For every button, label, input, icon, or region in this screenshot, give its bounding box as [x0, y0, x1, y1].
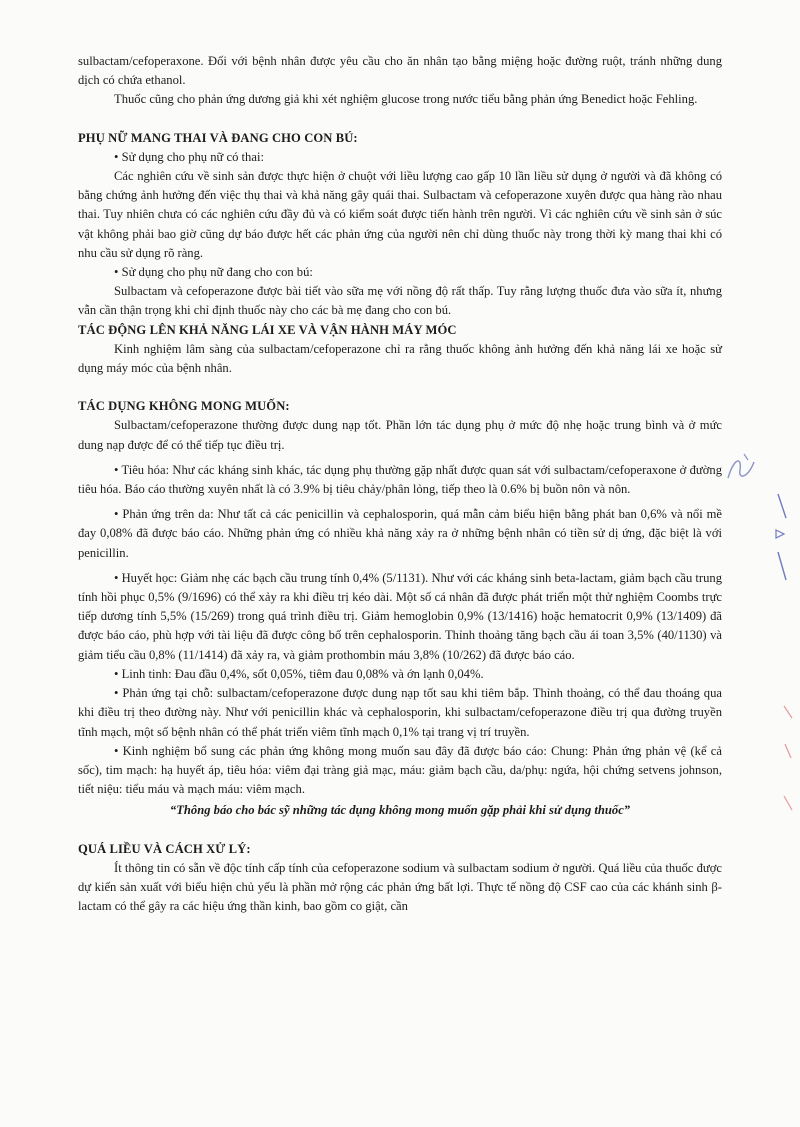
bullet-additional-experience: • Kinh nghiệm bổ sung các phản ứng không mong muốn sau đây đã được báo cáo: Chung: Phản ứng phản vệ (kể cả sốc), tim mạch: hạ huyết áp, tiêu hóa: viêm đại tràng giả mạc, máu: giảm bạch cầu, da/phụ: ngứa, hội chứng setvens johnson, tiết niệu: tiểu máu và mạch máu: viêm mạch.	[78, 742, 722, 800]
intro-paragraph: sulbactam/cefoperaxone. Đối với bệnh nhân được yêu cầu cho ăn nhân tạo bằng miệng hoặc đường ruột, tránh những dung dịch có chứa ethanol.	[78, 54, 722, 88]
margin-red-marks	[780, 700, 798, 840]
bullet-miscellaneous: • Linh tinh: Đau đầu 0,4%, sốt 0,05%, tiêm đau 0,08% và ớn lạnh 0,04%.	[78, 665, 722, 684]
section-heading-pregnancy: PHỤ NỮ MANG THAI VÀ ĐANG CHO CON BÚ:	[78, 130, 358, 145]
margin-stamp-mark	[770, 490, 794, 600]
paragraph-overdose: Ít thông tin có sẵn về độc tính cấp tính của cefoperazone sodium và sulbactam sodium ở người. Quá liều của thuốc được dự kiến sản xuất với biểu hiện chủ yếu là phần mở rộng các phản ứng bất lợi. Thực tế nồng độ CSF cao của các khánh sinh β-lactam có thể gây ra các hiệu ứng thần kinh, bao gồm co giật, cần	[78, 860, 722, 914]
warning-notice: “Thông báo cho bác sỹ những tác dụng không mong muốn gặp phải khi sử dụng thuốc”	[169, 803, 631, 818]
bullet-hematology: • Huyết học: Giảm nhẹ các bạch cầu trung tính 0,4% (5/1131). Như với các kháng sinh beta-lactam, giảm bạch cầu trung tính hồi phục 0,5% (9/1696) có thể xảy ra khi điều trị kéo dài. Một số cá nhân đã được phát triển một thử nghiệm Coombs trực tiếp dương tính 5,5% (15/269) trong quá trình điều trị. Giảm hemoglobin 0,9% (13/1416) hoặc hematocrit 0,9% (13/1409) đã được báo cáo, phù hợp với tài liệu đã được công bố trên cephalosporin. Thỉnh thoảng tăng bạch cầu ái toan 3,5% (40/1130) và giảm tiểu cầu 0,8% (11/1414) đã xảy ra, và giảm prothombin máu 3,8% (10/262) đã được báo cáo.	[78, 569, 722, 665]
bullet-pregnant-use: • Sử dụng cho phụ nữ có thai:	[78, 148, 722, 167]
paragraph-pregnant-studies: Các nghiên cứu về sinh sản được thực hiện ở chuột với liều lượng cao gấp 10 lần liều sử dụng ở người và đã không có bằng chứng ảnh hưởng đến việc thụ thai và khả năng gây quái thai. Sulbactam và cefoperazone xuyên được qua hàng rào nhau thai. Tuy nhiên chưa có các nghiên cứu đầy đủ và có kiểm soát được tiến hành trên người. Vì các nghiên cứu về sinh sản ở súc vật không phải bao giờ cũng dự báo được hết các phản ứng của người nên chỉ dùng thuốc này trong thời kỳ mang thai khi có nhu cầu sử dụng rõ ràng.	[78, 169, 722, 260]
section-heading-driving: TÁC ĐỘNG LÊN KHẢ NĂNG LÁI XE VÀ VẬN HÀNH MÁY MÓC	[78, 322, 457, 337]
section-heading-overdose: QUÁ LIỀU VÀ CÁCH XỬ LÝ:	[78, 841, 251, 856]
bullet-local-reactions: • Phản ứng tại chỗ: sulbactam/cefoperazone được dung nạp tốt sau khi tiêm bắp. Thỉnh thoảng, có thể đau thoáng qua khi điều trị theo đường này. Như với penicillin khác và cephalosporin, khi sulbactam/cefoperazone điều trị qua đường truyền tĩnh mạch, một số bệnh nhân có thể phát triển viêm tĩnh mạch 0,1% tại trang vị trí truyền.	[78, 684, 722, 742]
bullet-breastfeeding-use: • Sử dụng cho phụ nữ đang cho con bú:	[78, 263, 722, 282]
intro-paragraph-glucose: Thuốc cũng cho phản ứng dương giả khi xét nghiệm glucose trong nước tiểu bằng phản ứng Benedict hoặc Fehling.	[114, 92, 698, 107]
paragraph-adverse-intro: Sulbactam/cefoperazone thường được dung nạp tốt. Phần lớn tác dụng phụ ở mức độ nhẹ hoặc trung bình và ở mức dung nạp được để có thể tiếp tục điều trị.	[78, 418, 722, 452]
handwritten-initial-mark	[722, 448, 762, 488]
document-page	[78, 52, 722, 916]
section-heading-adverse-effects: TÁC DỤNG KHÔNG MONG MUỐN:	[78, 399, 290, 414]
bullet-skin-reactions: • Phản ứng trên da: Như tất cả các penicillin và cephalosporin, quá mẫn cảm biểu hiện bằng phát ban 0,6% và nổi mề đay 0,08% đã được báo cáo. Những phản ứng có nhiều khả năng xảy ra ở những bệnh nhân có tiền sử dị ứng, đặc biệt là với penicillin.	[78, 505, 722, 563]
bullet-digestive: • Tiêu hóa: Như các kháng sinh khác, tác dụng phụ thường gặp nhất được quan sát với sulbactam/cefoperaxone ở đường tiêu hóa. Báo cáo thường xuyên nhất là có 3.9% bị tiêu chảy/phân lỏng, tiếp theo là 0.6% bị buồn nôn và nôn.	[78, 461, 722, 499]
paragraph-breastfeeding: Sulbactam và cefoperazone được bài tiết vào sữa mẹ với nồng độ rất thấp. Tuy rằng lượng thuốc đưa vào sữa ít, nhưng vẫn cần thận trọng khi chỉ định thuốc này cho các bà mẹ đang cho con bú.	[78, 284, 722, 318]
paragraph-driving: Kinh nghiệm lâm sàng của sulbactam/cefoperazone chỉ ra rằng thuốc không ảnh hưởng đến khả năng lái xe hoặc sử dụng máy móc của bệnh nhân.	[78, 341, 722, 376]
